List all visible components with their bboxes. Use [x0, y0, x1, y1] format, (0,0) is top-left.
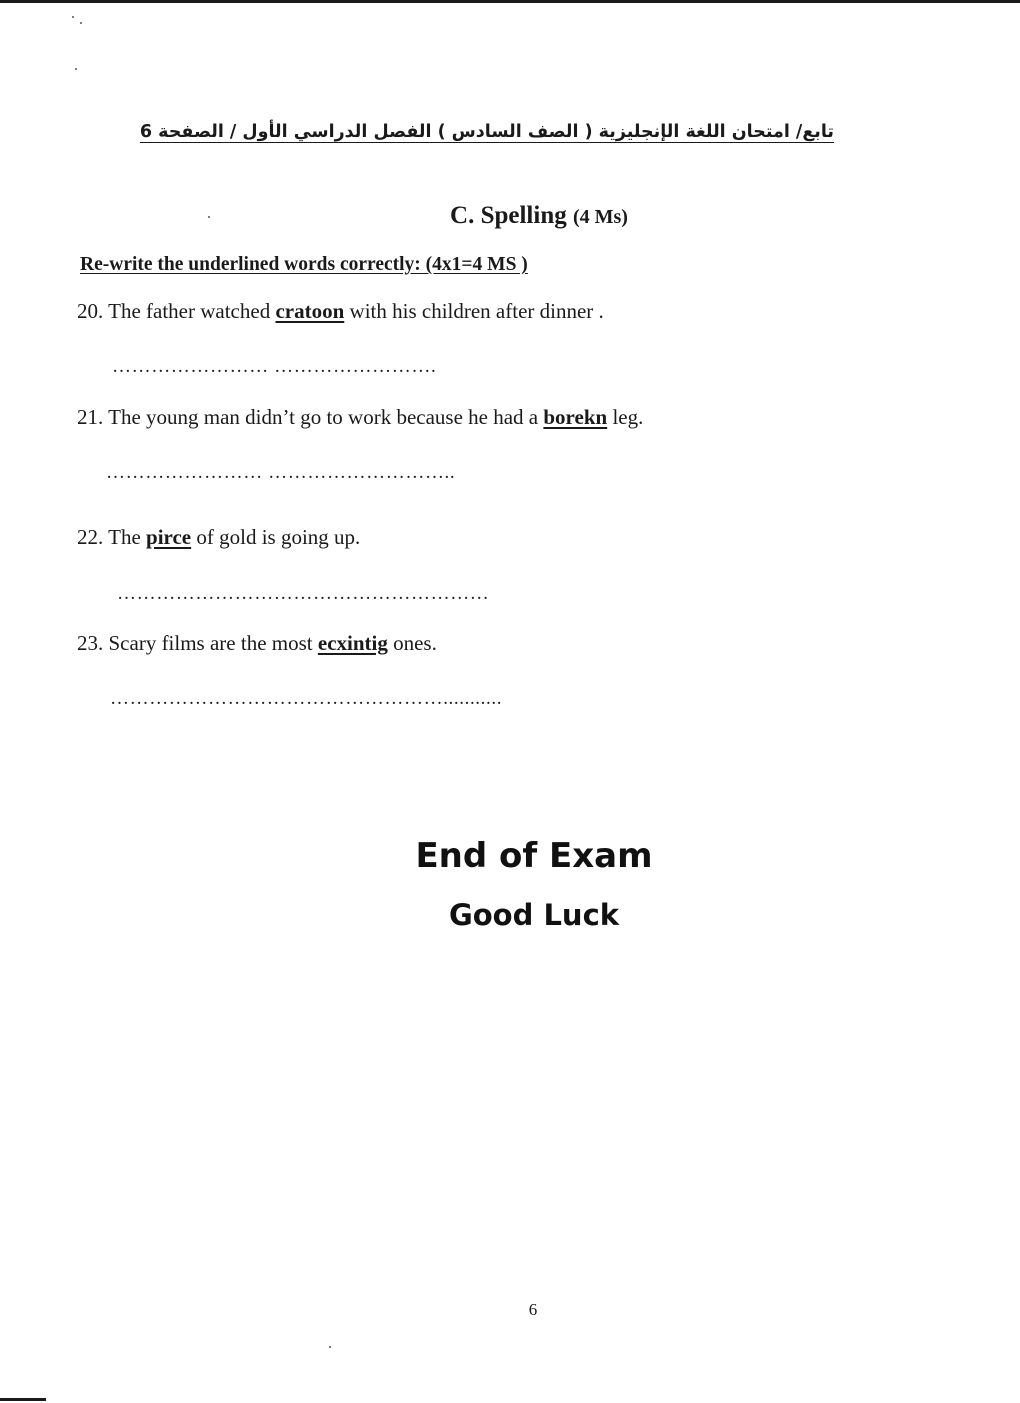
scan-border-top-left [0, 0, 40, 3]
question-number: 22. [77, 525, 104, 549]
scan-speck [72, 16, 74, 18]
answer-line-20[interactable]: …………………… ……………………. [112, 356, 437, 377]
answer-line-21[interactable]: …………………… ……………………….. [106, 462, 456, 483]
misspelled-word: borekn [543, 405, 608, 429]
scan-border-top [40, 0, 1020, 3]
question-21 [77, 405, 643, 430]
page-number: 6 [528, 1300, 538, 1319]
question-text-after: with his children after dinner . [349, 299, 604, 323]
scan-speck [75, 68, 77, 70]
question-number: 23. [77, 631, 104, 655]
scan-border-bottom-left [0, 1398, 46, 1401]
page-header: تابع/ امتحان اللغة الإنجليزية ( الصف السادس ) الفصل الدراسي الأول / الصفحة 6 [139, 122, 834, 142]
section-marks: (4 Ms) [572, 206, 628, 228]
question-number: 20. [77, 299, 104, 323]
scan-speck [80, 22, 82, 24]
question-text-before: The young man didn’t go to work because he had a [108, 405, 539, 429]
scan-speck [329, 1346, 331, 1348]
question-text-after: of gold is going up. [196, 525, 361, 549]
question-number: 21. [77, 405, 104, 429]
question-text-after: leg. [612, 405, 644, 429]
answer-line-22[interactable]: ………………………………………………… [117, 583, 490, 604]
section-title-text: C. Spelling [450, 202, 567, 229]
good-luck-text: Good Luck [448, 898, 620, 932]
question-text-before: The [108, 525, 141, 549]
question-text-before: Scary films are the most [108, 631, 313, 655]
question-text-before: The father watched [108, 299, 271, 323]
question-23 [77, 631, 437, 656]
misspelled-word: pirce [146, 525, 192, 549]
section-title [0, 202, 1020, 230]
end-of-exam-heading: End of Exam [415, 836, 653, 876]
misspelled-word: ecxintig [317, 631, 388, 655]
question-22 [77, 525, 360, 550]
question-20 [77, 299, 604, 324]
misspelled-word: cratoon [275, 299, 345, 323]
section-instruction: Re-write the underlined words correctly: (4x1=4 MS ) [80, 254, 528, 275]
answer-line-23[interactable]: ……………………………………………........... [110, 688, 503, 709]
question-text-after: ones. [393, 631, 437, 655]
